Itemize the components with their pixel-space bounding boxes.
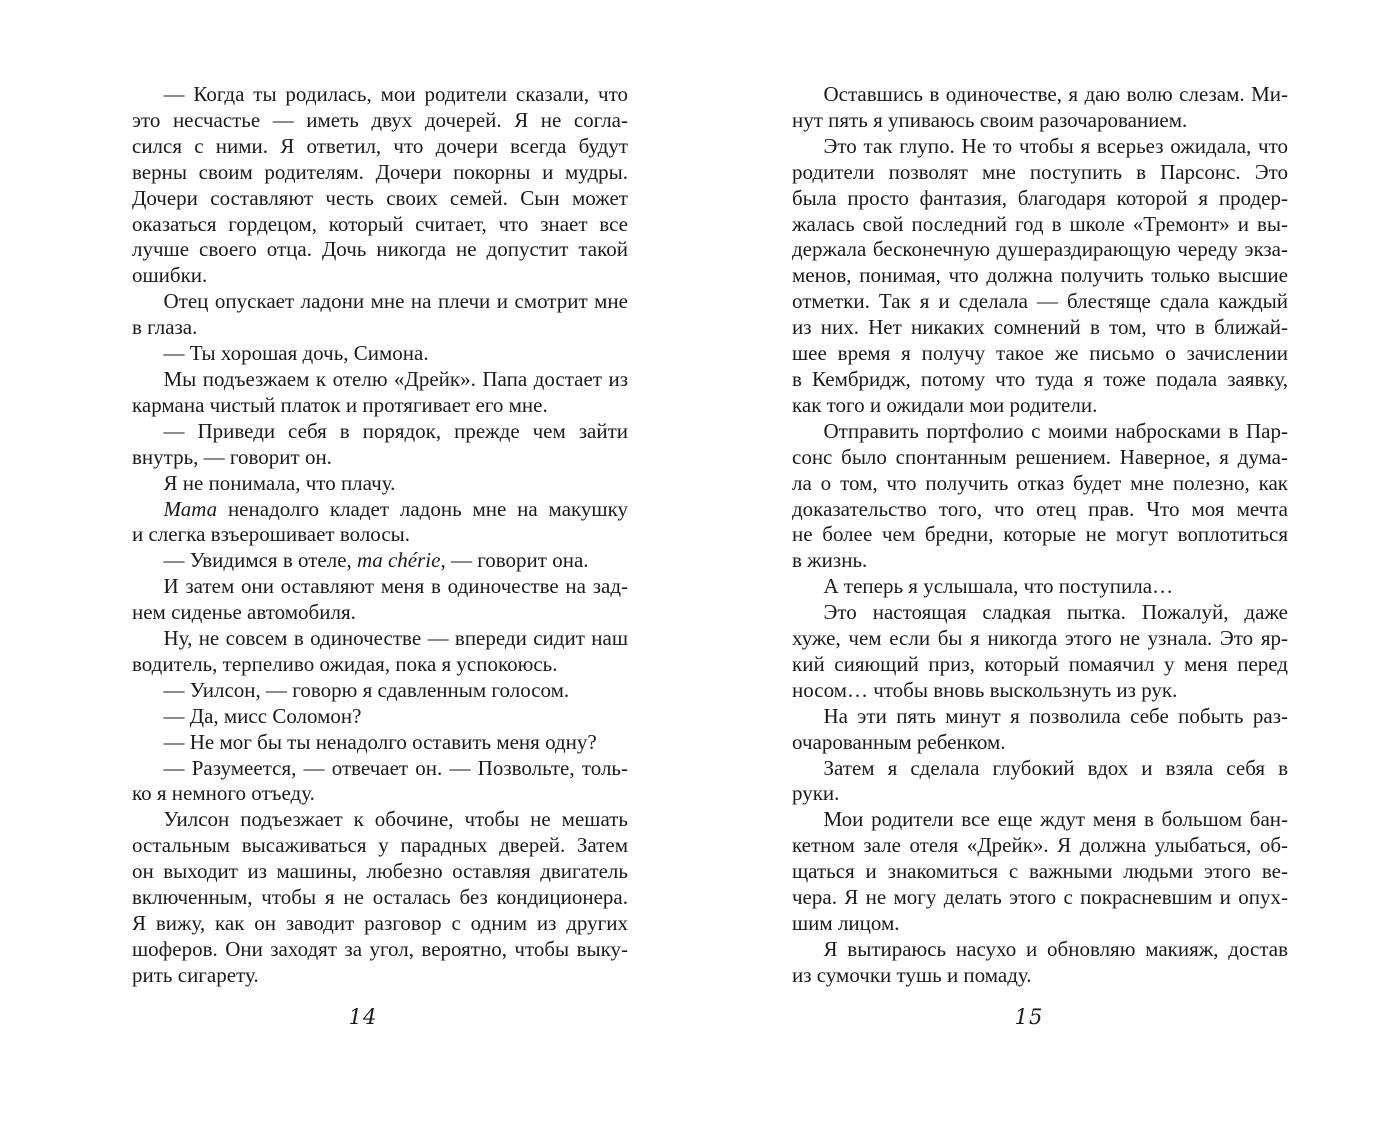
- text-line: сонс было спонтанным решением. Наверное, я дума-: [792, 444, 1288, 469]
- text-line: Ну, не совсем в одиночестве — впереди сидит наш: [132, 626, 628, 651]
- text-line: в жизнь.: [792, 548, 868, 573]
- text-line: Я вижу, как он заводит разговор с одним из других: [132, 911, 628, 935]
- line-text: , — говорит она.: [440, 548, 589, 573]
- text-line: щаться и знакомиться с важными людьми этого ве-: [792, 859, 1288, 884]
- text-line: кий сияющий приз, который помаячил у меня перед: [792, 651, 1288, 676]
- text-line: в Кембридж, потому что туда я тоже подала заявку,: [792, 366, 1288, 391]
- text-line: кетном зале отеля «Дрейк». Я должна улыбаться, об-: [792, 833, 1288, 858]
- text-line: И затем они оставляют меня в одиночестве на зад-: [132, 574, 628, 599]
- text-line: — Разумеется, — отвечает он. — Позвольте, толь-: [132, 755, 628, 780]
- text-line: включенным, чтобы я не осталась без кондиционера.: [132, 885, 628, 910]
- text-line: очарованным ребенком.: [792, 729, 1006, 754]
- text-line: — Приведи себя в порядок, прежде чем зайти: [132, 418, 628, 443]
- text-line: жалась свой последний год в школе «Тремонт» и вы-: [792, 211, 1288, 236]
- line-text: ненадолго кладет ладонь мне на макушку: [217, 496, 628, 521]
- text-line: держала бесконечную душераздирающую череду экза-: [792, 237, 1288, 262]
- text-line: Дочери составляют честь своих семей. Сын может: [132, 185, 628, 210]
- text-line: Я вытираюсь насухо и обновляю макияж, достав: [792, 936, 1288, 961]
- text-line: шее время я получу такое же письмо о зачислении: [792, 341, 1288, 366]
- text-line: в глаза.: [132, 315, 198, 340]
- text-line: остальным высаживаться у парадных дверей. Затем: [132, 833, 628, 858]
- text-line: шоферов. Они заходят за угол, вероятно, чтобы выку-: [132, 936, 628, 961]
- text-line: На эти пять минут я позволила себе побыть раз-: [792, 703, 1288, 728]
- text-line: отметки. Так я и сделала — блестяще сдала каждый: [792, 289, 1288, 314]
- text-line: лучше своего отца. Дочь никогда не допустит такой: [132, 237, 628, 262]
- text-line: ко я немного отъеду.: [132, 781, 315, 806]
- text-line: ла о том, что получить отказ будет мне полезно, как: [792, 470, 1288, 495]
- text-line: носом… чтобы вновь выскользнуть из рук.: [792, 677, 1178, 702]
- text-line: Это настоящая сладкая пытка. Пожалуй, даже: [792, 600, 1288, 625]
- right-page-text: [792, 82, 1288, 989]
- text-line: и слегка взъерошивает волосы.: [132, 522, 411, 547]
- text-line: А теперь я услышала, что поступила…: [792, 574, 1174, 599]
- left-page-text: [132, 82, 628, 989]
- italic-phrase: ma chérie: [357, 548, 441, 573]
- text-line: Отправить портфолио с моими набросками в Пар-: [792, 418, 1288, 443]
- italic-word: Мата: [163, 496, 218, 521]
- text-line: из них. Нет никаких сомнений в том, что в ближай-: [792, 315, 1288, 340]
- text-line: — Не мог бы ты ненадолго оставить меня одну?: [132, 729, 597, 754]
- text-line: [132, 548, 628, 574]
- text-line: Мы подъезжаем к отелю «Дрейк». Папа достает из: [132, 366, 628, 391]
- text-line: верны своим родителям. Дочери покорны и мудры.: [132, 159, 628, 184]
- text-line: [132, 497, 628, 523]
- text-line: доказательство того, что отец прав. Что моя мечта: [792, 496, 1288, 521]
- text-line: Я не понимала, что плачу.: [132, 470, 396, 495]
- text-line: рить сигарету.: [132, 962, 259, 987]
- text-line: — Когда ты родилась, мои родители сказали, что: [132, 82, 628, 106]
- left-page-number: 14: [348, 1005, 378, 1029]
- text-line: Это так глупо. Не то чтобы я всерьез ожидала, что: [792, 133, 1288, 158]
- text-line: водитель, терпеливо ожидая, пока я успокоюсь.: [132, 651, 558, 676]
- text-line: — Уилсон, — говорю я сдавленным голосом.: [132, 677, 570, 702]
- text-line: Уилсон подъезжает к обочине, чтобы не мешать: [132, 807, 628, 832]
- text-line: руки.: [792, 781, 840, 806]
- text-line: чера. Я не могу делать этого с покрасневшим и опух-: [792, 885, 1288, 910]
- text-line: Оставшись в одиночестве, я даю волю слезам. Ми-: [792, 82, 1288, 106]
- text-line: оказаться гордецом, который считает, что знает все: [132, 211, 628, 236]
- text-line: внутрь, — говорит он.: [132, 444, 332, 469]
- text-line: Мои родители все еще ждут меня в большом бан-: [792, 807, 1288, 832]
- text-line: он выходит из машины, любезно оставляя двигатель: [132, 859, 628, 884]
- text-line: как того и ожидали мои родители.: [792, 392, 1098, 417]
- text-line: из сумочки тушь и помаду.: [792, 962, 1032, 987]
- text-line: нем сиденье автомобиля.: [132, 600, 356, 625]
- text-line: ошибки.: [132, 263, 208, 288]
- text-line: хуже, чем если бы я никогда этого не узнала. Это яр-: [792, 626, 1288, 651]
- text-line: Затем я сделала глубокий вдох и взяла себя в: [792, 755, 1288, 780]
- text-line: шим лицом.: [792, 911, 900, 935]
- text-line: кармана чистый платок и протягивает его мне.: [132, 392, 548, 417]
- right-page-number: 15: [1014, 1005, 1044, 1029]
- text-line: была просто фантазия, благодаря которой я продер-: [792, 185, 1288, 210]
- text-line: сился с ними. Я ответил, что дочери всегда будут: [132, 133, 628, 158]
- text-line: — Ты хорошая дочь, Симона.: [132, 341, 429, 366]
- text-line: нут пять я упиваюсь своим разочарованием.: [792, 107, 1188, 132]
- text-line: родители позволят мне поступить в Парсонс. Это: [792, 159, 1288, 184]
- text-line: менов, понимая, что должна получить только высшие: [792, 263, 1288, 288]
- text-line: — Да, мисс Соломон?: [132, 703, 362, 728]
- text-line: Отец опускает ладони мне на плечи и смотрит мне: [132, 289, 628, 314]
- text-line: это несчастье — иметь двух дочерей. Я не согла-: [132, 107, 628, 132]
- line-text: — Увидимся в отеле,: [132, 548, 358, 573]
- text-line: не более чем бредни, которые не могут воплотиться: [792, 522, 1288, 547]
